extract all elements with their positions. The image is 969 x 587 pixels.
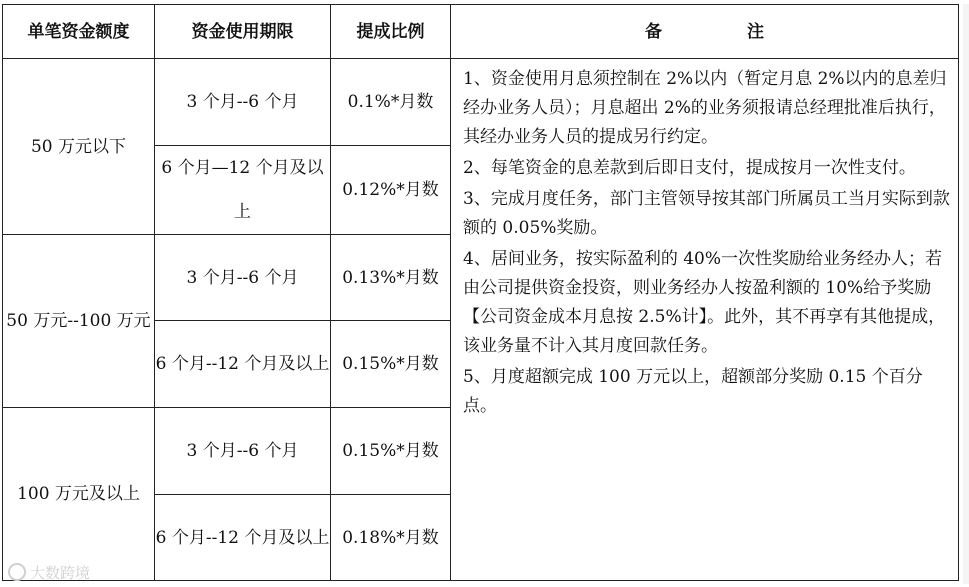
amount-cell: 100 万元及以上	[3, 408, 155, 581]
note-item: 4、居间业务，按实际盈利的 40%一次性奖励给业务经办人；若由公司提供资金投资，则业务经办人按盈利额的 10%给予奖励【公司资金成本月息按 2.5%计】。此外，其不再享有其他提成，该业务量不计入其月度回款任务。	[463, 249, 946, 356]
watermark	[8, 562, 90, 583]
amount-cell: 50 万元--100 万元	[3, 235, 155, 408]
header-amount: 单笔资金额度	[3, 5, 155, 59]
commission-table	[2, 4, 959, 581]
rate-cell: 0.15%*月数	[331, 408, 451, 495]
period-cell: 3 个月--6 个月	[155, 408, 331, 495]
notes-cell	[451, 59, 959, 581]
watermark-logo-icon	[8, 563, 26, 581]
rate-cell: 0.12%*月数	[331, 146, 451, 235]
note-item: 5、月度超额完成 100 万元以上，超额部分奖励 0.15 个百分点。	[463, 367, 923, 416]
period-cell: 3 个月--6 个月	[155, 235, 331, 321]
note-item: 2、每笔资金的息差款到后即日支付，提成按月一次性支付。	[463, 158, 916, 178]
period-cell: 6 个月—12 个月及以上	[155, 146, 331, 235]
watermark-text: 大数跨境	[30, 564, 91, 582]
rate-cell: 0.18%*月数	[331, 495, 451, 581]
rate-cell: 0.13%*月数	[331, 235, 451, 321]
header-row	[3, 5, 959, 59]
period-cell: 3 个月--6 个月	[155, 59, 331, 146]
header-notes: 备 注	[451, 5, 959, 59]
period-cell: 6 个月--12 个月及以上	[155, 321, 331, 408]
note-item: 3、完成月度任务，部门主管领导按其部门所属员工当月实际到款额的 0.05%奖励。	[463, 189, 950, 238]
header-period: 资金使用期限	[155, 5, 331, 59]
period-cell: 6 个月--12 个月及以上	[155, 495, 331, 581]
rate-cell: 0.15%*月数	[331, 321, 451, 408]
rate-cell: 0.1%*月数	[331, 59, 451, 146]
note-item: 1、资金使用月息须控制在 2%以内（暂定月息 2%以内的息差归经办业务人员）；月息超出 2%的业务须报请总经理批准后执行，其经办业务人员的提成另行约定。	[463, 69, 947, 147]
header-rate: 提成比例	[331, 5, 451, 59]
amount-cell: 50 万元以下	[3, 59, 155, 235]
table-row	[3, 59, 959, 146]
scrollbar-track[interactable]	[963, 4, 969, 584]
